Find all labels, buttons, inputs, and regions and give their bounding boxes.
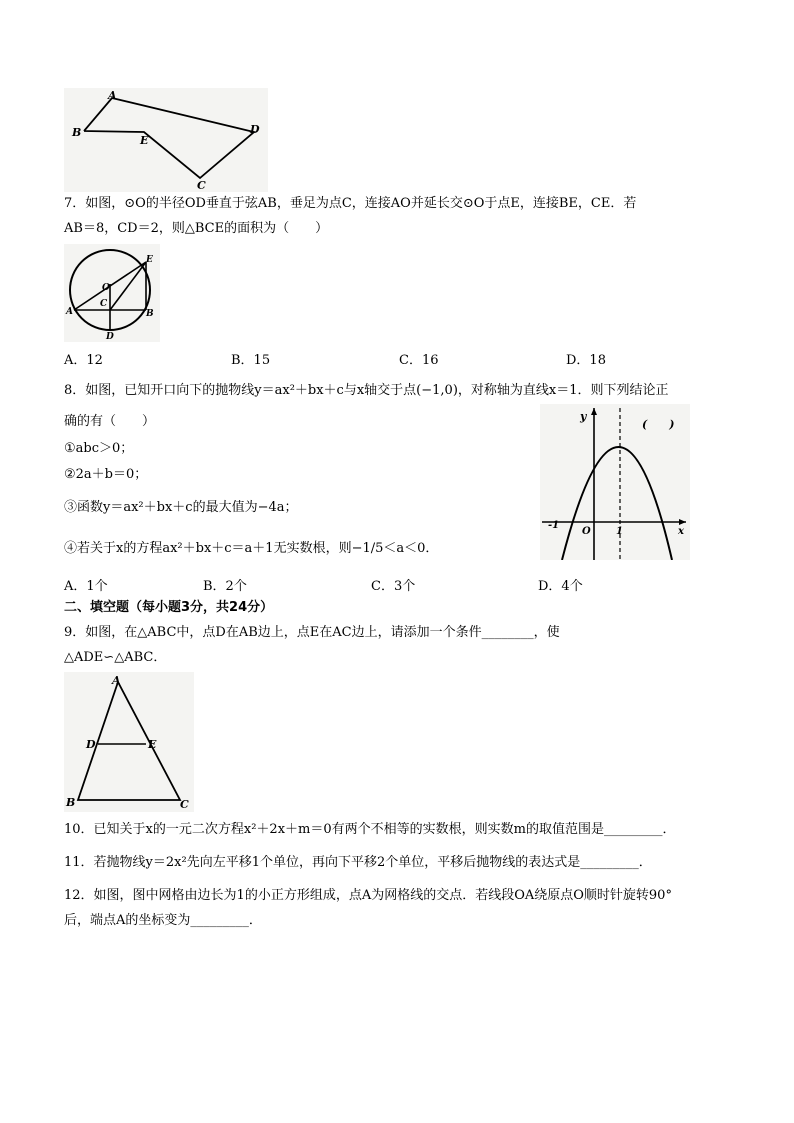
axis-x-label: x [678,526,684,537]
q8-statement-2: ②2a＋b＝0； [64,467,148,482]
q7-line2: AB＝8，CD＝2，则△BCE的面积为（ ） [64,221,329,236]
figure-q6 [64,88,268,192]
label-e: E [148,738,157,751]
label-b: B [72,126,82,139]
q7-option-d: D．18 [566,353,606,368]
label-a: A [66,307,73,317]
figure-paren: ( ) [642,418,675,431]
q8-statement-1: ①abc＞0； [64,441,134,456]
figure-q7 [64,244,160,342]
q9-line2: △ADE∽△ABC． [64,650,167,665]
q8-statement-3: ③函数y＝ax²＋bx＋c的最大值为−4a； [64,500,298,515]
label-b: B [146,309,154,319]
tick-one: 1 [616,526,623,537]
origin-label: O [582,526,591,537]
label-a: A [112,674,121,687]
tick-minus-one: -1 [548,520,560,531]
label-c: C [100,299,108,309]
label-d: D [106,332,114,342]
label-c: C [197,179,206,192]
q8-option-c: C．3个 [371,579,416,594]
q8-option-a: A．1个 [64,579,108,594]
label-o: O [102,283,110,293]
q8-line2: 确的有（ ） [64,414,156,429]
q10: 10．已知关于x的一元二次方程x²＋2x＋m＝0有两个不相等的实数根，则实数m的取值范围是_________． [64,822,676,837]
q9-line1: 9．如图，在△ABC中，点D在AB边上，点E在AC边上，请添加一个条件________，使 [64,625,560,640]
label-e: E [146,255,153,265]
label-a: A [108,89,117,102]
q7-line1: 7．如图，⊙O的半径OD垂直于弦AB，垂足为点C，连接AO并延长交⊙O于点E，连接BE，CE．若 [64,196,637,211]
label-d: D [86,738,96,751]
q8-option-b: B．2个 [203,579,247,594]
section-2-heading: 二、填空题（每小题3分，共24分） [64,600,274,615]
q8-option-d: D．4个 [538,579,583,594]
label-d: D [250,123,260,136]
q12-line2: 后，端点A的坐标变为_________． [64,913,262,928]
figure-q9-triangle [64,672,194,812]
q7-option-c: C．16 [399,353,439,368]
label-c: C [180,798,189,811]
label-b: B [66,796,76,809]
q7-option-a: A．12 [64,353,103,368]
axis-y-label: y [580,410,587,423]
q7-option-b: B．15 [231,353,271,368]
q8-line1: 8．如图，已知开口向下的抛物线y＝ax²＋bx＋c与x轴交于点(−1,0)，对称轴为直线x＝1．则下列结论正 [64,383,669,398]
label-e: E [140,134,149,147]
figure-q8-parabola [540,404,690,560]
q12-line1: 12．如图，图中网格由边长为1的小正方形组成，点A为网格线的交点．若线段OA绕原点O顺时针旋转90° [64,888,672,903]
q8-statement-4: ④若关于x的方程ax²＋bx＋c＝a＋1无实数根，则−1/5＜a＜0． [64,541,439,556]
q11: 11．若抛物线y＝2x²先向左平移1个单位，再向下平移2个单位，平移后抛物线的表达式是_________． [64,855,652,870]
